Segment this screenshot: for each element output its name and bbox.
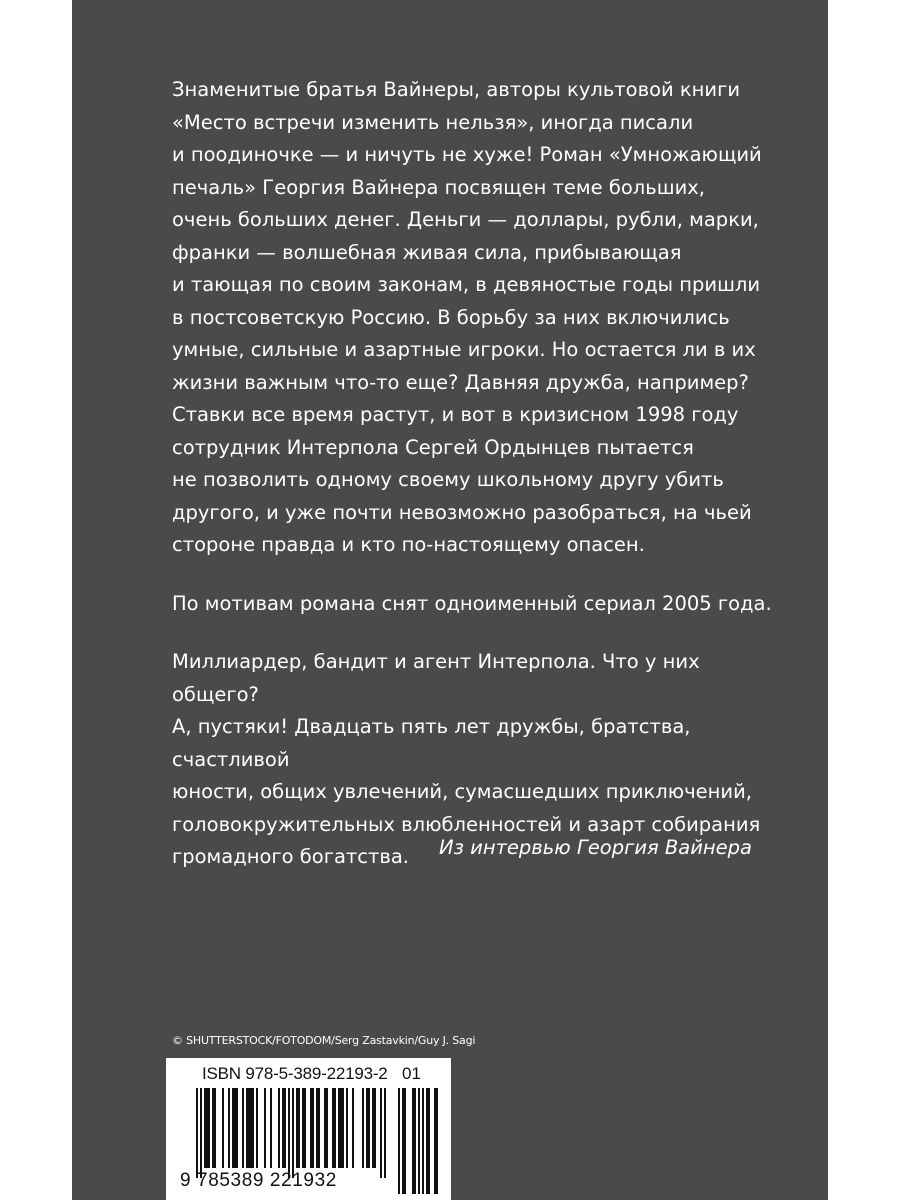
barcode-bar xyxy=(214,1088,216,1168)
barcode-bar xyxy=(296,1088,298,1168)
addon-bar xyxy=(428,1088,430,1194)
barcode-bar xyxy=(270,1088,272,1168)
author-quote: Миллиардер, бандит и агент Интерпола. Что у них общего? А, пустяки! Двадцать пять лет дружбы, братства, счастливой юности, общих увлечений, сумасшедших приключений, головокружительных влюбленностей и азарт собирания громадного богатства. xyxy=(172,650,761,868)
barcode-bar xyxy=(264,1088,266,1168)
addon-bar xyxy=(436,1088,438,1194)
isbn-barcode xyxy=(166,1058,451,1200)
barcode-bar xyxy=(236,1088,238,1168)
barcode-bar xyxy=(338,1088,340,1168)
barcode-bar xyxy=(252,1088,254,1168)
barcode-bar xyxy=(326,1088,328,1168)
barcode-bar xyxy=(318,1088,320,1168)
barcode-bar xyxy=(298,1088,300,1168)
addon-bar xyxy=(426,1088,428,1194)
barcode-bar xyxy=(250,1088,252,1168)
barcode-bar xyxy=(278,1088,280,1168)
addon-bar xyxy=(404,1088,406,1194)
addon-bar xyxy=(418,1088,420,1194)
addon-bar xyxy=(434,1088,436,1194)
barcode-bar xyxy=(206,1088,208,1168)
addon-bar xyxy=(414,1088,416,1194)
barcode-bar xyxy=(222,1088,224,1168)
blurb-text xyxy=(172,74,772,874)
barcode-bar xyxy=(208,1088,210,1168)
isbn-label: ISBN 978-5-389-22193-2 xyxy=(202,1064,388,1083)
barcode-bar xyxy=(340,1088,342,1168)
barcode-bar xyxy=(332,1088,334,1168)
barcode-bar xyxy=(316,1088,318,1168)
barcode-bar xyxy=(302,1088,304,1168)
barcode-bar xyxy=(342,1088,344,1168)
barcode-bar xyxy=(284,1088,286,1168)
barcode-bar xyxy=(292,1088,294,1178)
barcode-bar xyxy=(234,1088,236,1168)
barcode-bar xyxy=(362,1088,364,1168)
addon-bar xyxy=(422,1088,424,1194)
barcode-bar xyxy=(304,1088,306,1168)
barcode-bar xyxy=(380,1088,382,1178)
barcode-bar xyxy=(368,1088,370,1168)
barcode-bar xyxy=(310,1088,312,1168)
barcode-bar xyxy=(256,1088,258,1168)
barcode-bar xyxy=(242,1088,244,1168)
photo-credit: © SHUTTERSTOCK/FOTODOM/Serg Zastavkin/Guy J. Sagi xyxy=(172,1034,476,1047)
barcode-bar xyxy=(288,1088,290,1178)
barcode-bar xyxy=(352,1088,354,1168)
addon-label: 01 xyxy=(402,1064,421,1083)
barcode-bar xyxy=(248,1088,250,1168)
barcode-bar xyxy=(228,1088,230,1168)
barcode-bar xyxy=(384,1088,386,1178)
barcode-bar xyxy=(212,1088,214,1168)
barcode-bar xyxy=(196,1088,198,1178)
blurb-paragraph-1: Знаменитые братья Вайнеры, авторы культовой книги «Место встречи изменить нельзя», иногда писали и поодиночке — и ничуть не хуже! Роман «Умножающий печаль» Георгия Вайнера посвящен теме больших, очень больших денег. Деньги — доллары, рубли, марки, франки — волшебная живая сила, прибывающая и тающая по своим законам, в девяностые годы пришли в постсоветскую Россию. В борьбу за них включились умные, сильные и азартные игроки. Но остается ли в их жизни важным что-то еще? Давняя дружба, например? Ставки все время растут, и вот в кризисном 1998 году сотрудник Интерпола Сергей Ордынцев пытается не позволить одному своему школьному другу убить другого, и уже почти невозможно разобраться, на чьей стороне правда и кто по-настоящему опасен. xyxy=(172,78,762,556)
barcode-bar xyxy=(246,1088,248,1168)
barcode-bar xyxy=(374,1088,376,1168)
barcode-bar xyxy=(366,1088,368,1168)
barcode-bar xyxy=(312,1088,314,1168)
quote-attribution: Из интервью Георгия Вайнера xyxy=(439,836,752,859)
addon-bar xyxy=(398,1088,400,1194)
barcode-bar xyxy=(372,1088,374,1168)
addon-bar xyxy=(412,1088,414,1194)
barcode-bar xyxy=(334,1088,336,1168)
barcode-bar xyxy=(232,1088,234,1168)
ean-digits: 9 785389 221932 xyxy=(180,1170,337,1191)
blurb-paragraph-2: По мотивам романа снят одноименный сериал 2005 года. xyxy=(172,591,772,615)
barcode-bar xyxy=(200,1088,202,1178)
barcode-bar xyxy=(204,1088,206,1168)
barcode-bar xyxy=(324,1088,326,1168)
addon-bar xyxy=(402,1088,404,1194)
barcode-bar xyxy=(282,1088,284,1168)
barcode-bar xyxy=(346,1088,348,1168)
